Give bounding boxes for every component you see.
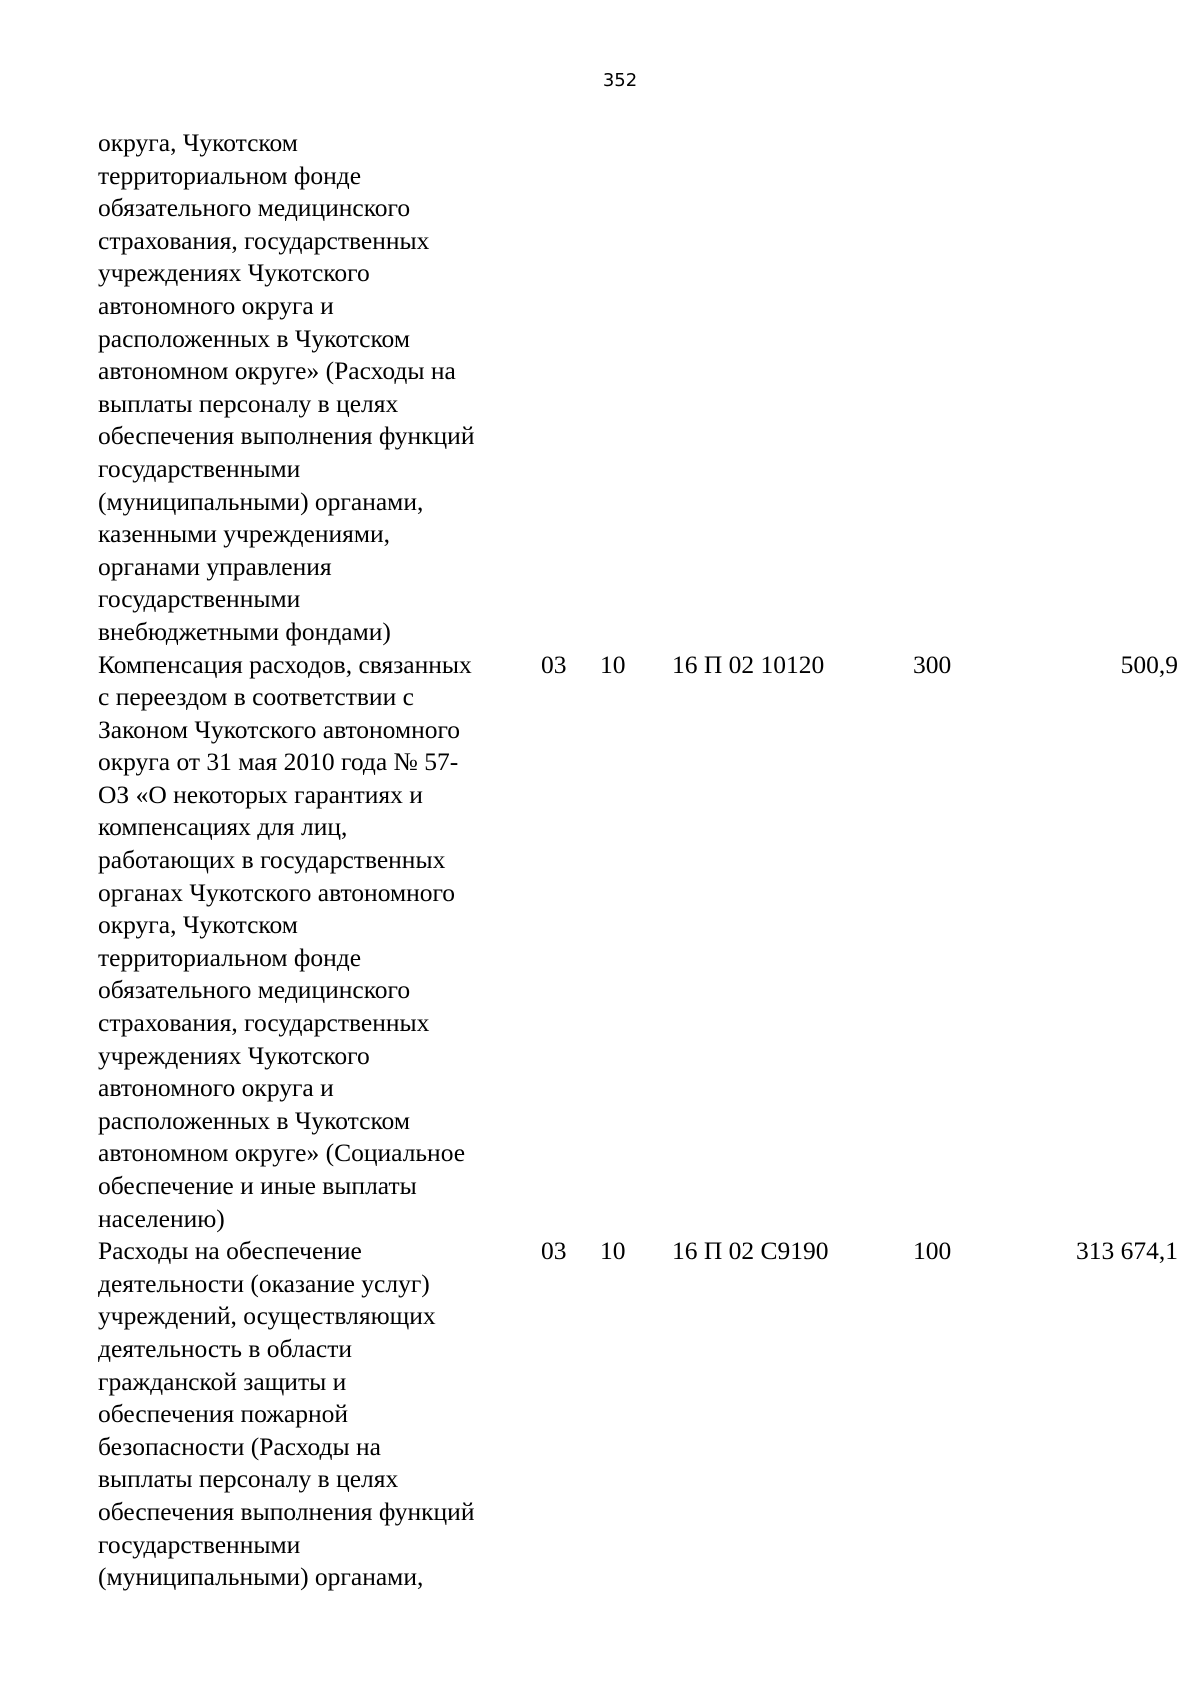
table-row: [98, 1235, 1178, 1594]
expense-type-code: 100: [913, 1236, 952, 1266]
amount: 500,9: [1120, 649, 1178, 679]
subsection-code: 10: [600, 649, 626, 679]
row-description: Компенсация расходов, связанных с переездом в соответствии с Законом Чукотского автономного округа от 31 мая 2010 года № 57- ОЗ «О некоторых гарантиях и компенсациях для лиц, работающих в государственных органах Чукотского автономного округа, Чукотском территориальном фонде обязательного медицинского страхования, государственных учреждениях Чукотского автономного округа и расположенных в Чукотском автономном округе» (Социальное обеспечение и иные выплаты населению): [98, 649, 472, 1233]
table-row: [98, 649, 1178, 1236]
row-description: Расходы на обеспечение деятельности (оказание услуг) учреждений, осуществляющих деятельность в области гражданской защиты и обеспечения пожарной безопасности (Расходы на выплаты персоналу в целях обеспечения выполнения функций государственными (муниципальными) органами,: [98, 1236, 475, 1592]
row-description: округа, Чукотском территориальном фонде обязательного медицинского страхования, государственных учреждениях Чукотского автономного округа и расположенных в Чукотском автономном округе» (Расходы на выплаты персоналу в целях обеспечения выполнения функций государственными (муниципальными) органами, казенными учреждениями, органами управления государственными внебюджетными фондами): [98, 128, 475, 646]
target-article-code: 16 П 02 С9190: [672, 1236, 829, 1266]
subsection-code: 10: [600, 1236, 626, 1266]
page-number: 352: [602, 70, 638, 91]
section-code: 03: [541, 1236, 567, 1266]
expense-type-code: 300: [913, 649, 952, 679]
section-code: 03: [541, 649, 567, 679]
amount: 313 674,1: [1076, 1236, 1178, 1266]
target-article-code: 16 П 02 10120: [672, 649, 825, 679]
table-row: [98, 127, 1178, 649]
budget-table: [98, 127, 1178, 1594]
